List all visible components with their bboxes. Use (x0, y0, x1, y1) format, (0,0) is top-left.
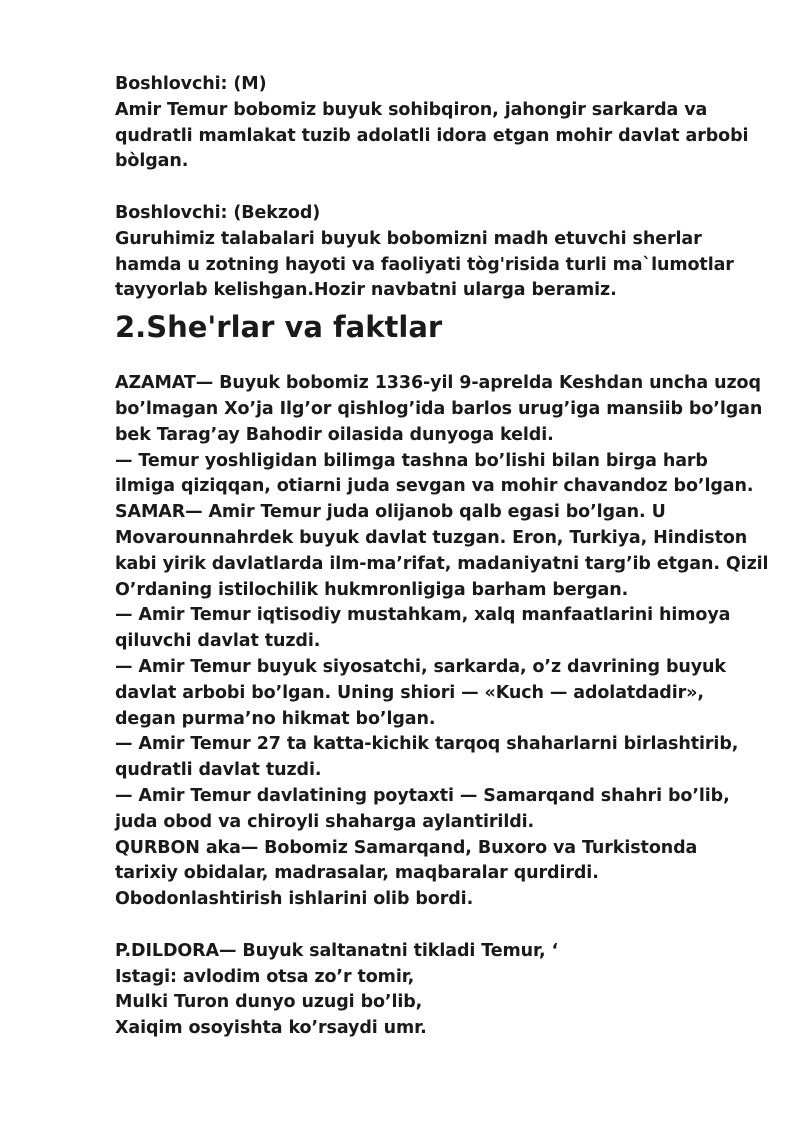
text-line: hamda u zotning hayoti va faoliyati tòg'risida turli ma`lumotlar (115, 254, 734, 275)
text-line: QURBON aka— Bobomiz Samarqand, Buxoro va Turkistonda (115, 837, 698, 858)
text-line: Amir Temur bobomiz buyuk sohibqiron, jahongir sarkarda va (115, 99, 708, 120)
text-line: bòlgan. (115, 151, 189, 172)
text-line: — Amir Temur iqtisodiy mustahkam, xalq manfaatlarini himoya (115, 605, 731, 626)
text-line: tarixiy obidalar, madrasalar, maqbaralar qurdirdi. (115, 863, 599, 884)
poem-line: Mulki Turon dunyo uzugi bo’lib, (115, 992, 423, 1013)
document-page (115, 72, 795, 1042)
text-line: Boshlovchi: (M) (115, 74, 267, 94)
paragraph-gap (115, 913, 795, 939)
text-line: qudratli davlat tuzdi. (115, 760, 322, 781)
intro-block-b (115, 201, 795, 304)
text-line: Guruhimiz talabalari buyuk bobomizni madh etuvchi sherlar (115, 228, 702, 249)
text-line: kabi yirik davlatlarda ilm-ma’rifat, madaniyatni targ’ib etgan. Qizil (115, 553, 769, 574)
poem-line: P.DILDORA— Buyuk saltanatni tikladi Temur, ‘ (115, 940, 559, 961)
text-line: ilmiga qiziqqan, otiarni juda sevgan va mohir chavandoz bo’lgan. (115, 476, 754, 497)
text-line: Boshlovchi: (Bekzod) (115, 202, 321, 223)
text-line: O’rdaning istilochilik hukmronligiga barham bergan. (115, 579, 629, 600)
text-line: tayyorlab kelishgan.Hozir navbatni ularga beramiz. (115, 280, 617, 301)
paragraph-gap (115, 175, 795, 201)
text-line: qiluvchi davlat tuzdi. (115, 631, 321, 652)
text-line: — Amir Temur davlatining poytaxti — Samarqand shahri bo’lib, (115, 785, 730, 806)
intro-block-a (115, 72, 795, 175)
text-line: bo’lmagan Xo’ja Ilg’or qishlog’ida barlos urug’iga mansiib bo’lgan (115, 398, 763, 419)
poem-block (115, 939, 795, 1042)
text-line: — Amir Temur 27 ta katta-kichik tarqoq shaharlarni birlashtirib, (115, 734, 739, 755)
text-line: Movarounnahrdek buyuk davlat tuzgan. Eron, Turkiya, Hindiston (115, 527, 748, 548)
section-heading: 2.She'rlar va faktlar (115, 310, 443, 345)
text-line: qudratli mamlakat tuzib adolatli idora etgan mohir davlat arbobi (115, 125, 749, 146)
text-line: — Temur yoshligidan bilimga tashna bo’lishi bilan birga harb (115, 450, 708, 471)
text-line: Obodonlashtirish ishlarini olib bordi. (115, 889, 474, 910)
text-line: SAMAR— Amir Temur juda olijanob qalb egasi bo’lgan. U (115, 502, 666, 523)
text-line: bek Tarag’ay Bahodir oilasida dunyoga keldi. (115, 424, 554, 445)
text-line: AZAMAT— Buyuk bobomiz 1336-yil 9-aprelda Keshdan uncha uzoq (115, 373, 761, 394)
text-line: degan purma’no hikmat bo’lgan. (115, 708, 436, 729)
poem-line: Istagi: avlodim otsa zo’r tomir, (115, 966, 415, 987)
text-line: — Amir Temur buyuk siyosatchi, sarkarda, o’z davrining buyuk (115, 656, 726, 677)
text-line: davlat arbobi bo’lgan. Uning shiori — «Kuch — adolatdadir», (115, 682, 704, 703)
facts-block (115, 371, 795, 913)
paragraph-gap (115, 357, 795, 371)
text-line: juda obod va chiroyli shaharga aylantirildi. (115, 811, 535, 832)
poem-line: Xaiqim osoyishta ko’rsaydi umr. (115, 1018, 427, 1039)
